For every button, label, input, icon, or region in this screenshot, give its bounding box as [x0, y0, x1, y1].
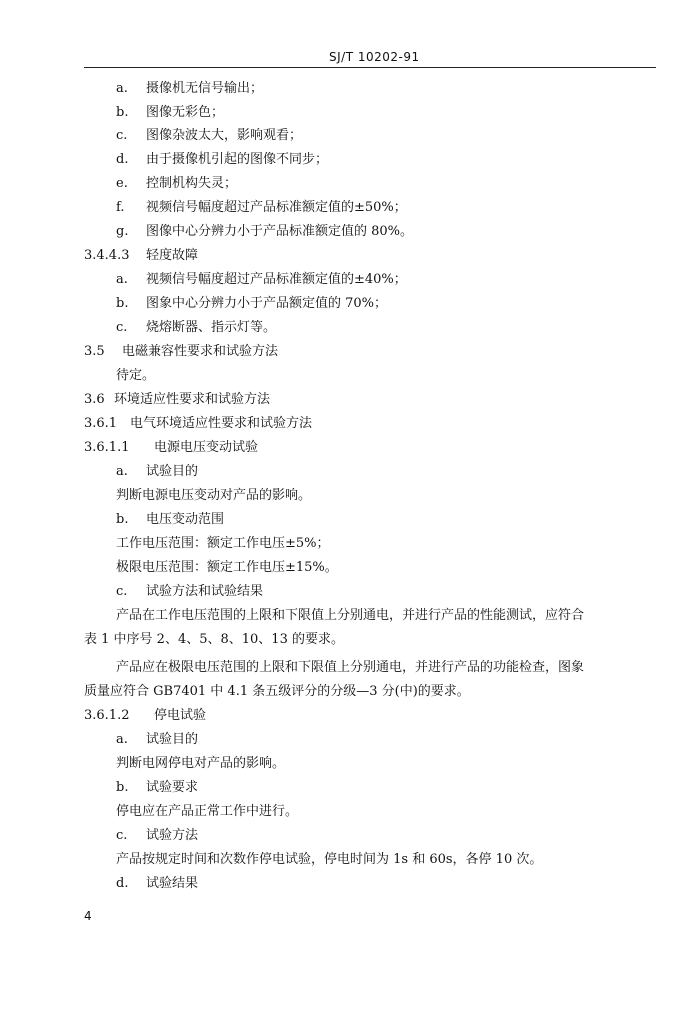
list-item [116, 176, 237, 192]
section-number: 3.4.4.3 [84, 248, 130, 263]
list-item [116, 81, 263, 97]
item-text: 烧熔断器、指示灯等。 [146, 320, 277, 335]
item-text: 图像杂波太大，影响观看； [146, 128, 303, 143]
section-number: 3.6 [84, 392, 105, 407]
section-heading [84, 392, 270, 408]
item-label: c. [116, 128, 128, 143]
section-title: 轻度故障 [146, 248, 199, 263]
item-label: g. [116, 224, 129, 239]
list-item [116, 512, 224, 528]
page-number: 4 [84, 909, 92, 923]
item-label: d. [116, 876, 129, 891]
section-heading [84, 708, 206, 724]
item-label: b. [116, 105, 129, 120]
item-text: 由于摄像机引起的图像不同步； [146, 152, 329, 167]
paragraph: 产品按规定时间和次数作停电试验，停电时间为 1s 和 60s，各停 10 次。 [116, 852, 543, 867]
section-title: 停电试验 [154, 708, 207, 723]
item-text: 试验目的 [146, 464, 199, 479]
item-label: a. [116, 272, 128, 287]
item-text: 视频信号幅度超过产品标准额定值的±50%； [146, 200, 407, 215]
item-label: b. [116, 512, 129, 527]
list-item [116, 128, 302, 144]
item-text: 试验要求 [146, 780, 199, 795]
header-rule [84, 67, 656, 68]
item-text: 摄像机无信号输出； [146, 81, 264, 96]
list-item [116, 224, 413, 240]
section-heading [84, 440, 258, 456]
paragraph: 工作电压范围：额定工作电压±5%； [116, 536, 330, 551]
section-title: 电磁兼容性要求和试验方法 [122, 344, 279, 359]
document-code: SJ/T 10202-91 [329, 50, 420, 64]
item-text: 控制机构失灵； [146, 176, 238, 191]
section-title: 环境适应性要求和试验方法 [114, 392, 271, 407]
paragraph: 待定。 [116, 368, 156, 383]
item-text: 图象中心分辨力小于产品额定值的 70%； [146, 296, 388, 311]
list-item [116, 732, 198, 748]
section-heading [84, 344, 278, 360]
item-text: 视频信号幅度超过产品标准额定值的±40%； [146, 272, 407, 287]
paragraph: 判断电源电压变动对产品的影响。 [116, 488, 312, 503]
section-title: 电气环境适应性要求和试验方法 [130, 416, 313, 431]
item-text: 试验目的 [146, 732, 199, 747]
paragraph: 质量应符合 GB7401 中 4.1 条五级评分的分级—3 分(中)的要求。 [84, 684, 470, 699]
paragraph: 判断电网停电对产品的影响。 [116, 756, 286, 771]
item-label: f. [116, 200, 125, 215]
paragraph: 极限电压范围：额定工作电压±15%。 [116, 560, 338, 575]
item-label: b. [116, 780, 129, 795]
item-label: c. [116, 320, 128, 335]
item-label: a. [116, 464, 128, 479]
item-text: 试验方法和试验结果 [146, 584, 264, 599]
section-number: 3.5 [84, 344, 105, 359]
paragraph: 产品在工作电压范围的上限和下限值上分别通电，并进行产品的性能测试，应符合 [116, 608, 585, 623]
item-label: a. [116, 732, 128, 747]
paragraph: 产品应在极限电压范围的上限和下限值上分别通电，并进行产品的功能检查，图象 [116, 660, 585, 675]
item-label: c. [116, 584, 128, 599]
item-text: 图像无彩色； [146, 105, 225, 120]
item-text: 电压变动范围 [146, 512, 225, 527]
item-label: e. [116, 176, 128, 191]
section-number: 3.6.1.2 [84, 708, 130, 723]
item-text: 图像中心分辨力小于产品标准额定值的 80%。 [146, 224, 414, 239]
item-label: b. [116, 296, 129, 311]
list-item [116, 105, 224, 121]
list-item [116, 828, 198, 844]
list-item [116, 200, 407, 216]
list-item [116, 296, 387, 312]
item-text: 试验结果 [146, 876, 199, 891]
section-heading [84, 416, 312, 432]
item-label: c. [116, 828, 128, 843]
list-item [116, 320, 276, 336]
item-text: 试验方法 [146, 828, 199, 843]
list-item [116, 780, 198, 796]
paragraph: 停电应在产品正常工作中进行。 [116, 804, 299, 819]
list-item [116, 584, 263, 600]
item-label: a. [116, 81, 128, 96]
section-title: 电源电压变动试验 [154, 440, 259, 455]
section-number: 3.6.1.1 [84, 440, 130, 455]
list-item [116, 876, 198, 892]
list-item [116, 464, 198, 480]
list-item [116, 152, 328, 168]
list-item [116, 272, 407, 288]
item-label: d. [116, 152, 129, 167]
section-number: 3.6.1 [84, 416, 118, 431]
section-heading [84, 248, 198, 264]
paragraph: 表 1 中序号 2、4、5、8、10、13 的要求。 [84, 632, 344, 647]
